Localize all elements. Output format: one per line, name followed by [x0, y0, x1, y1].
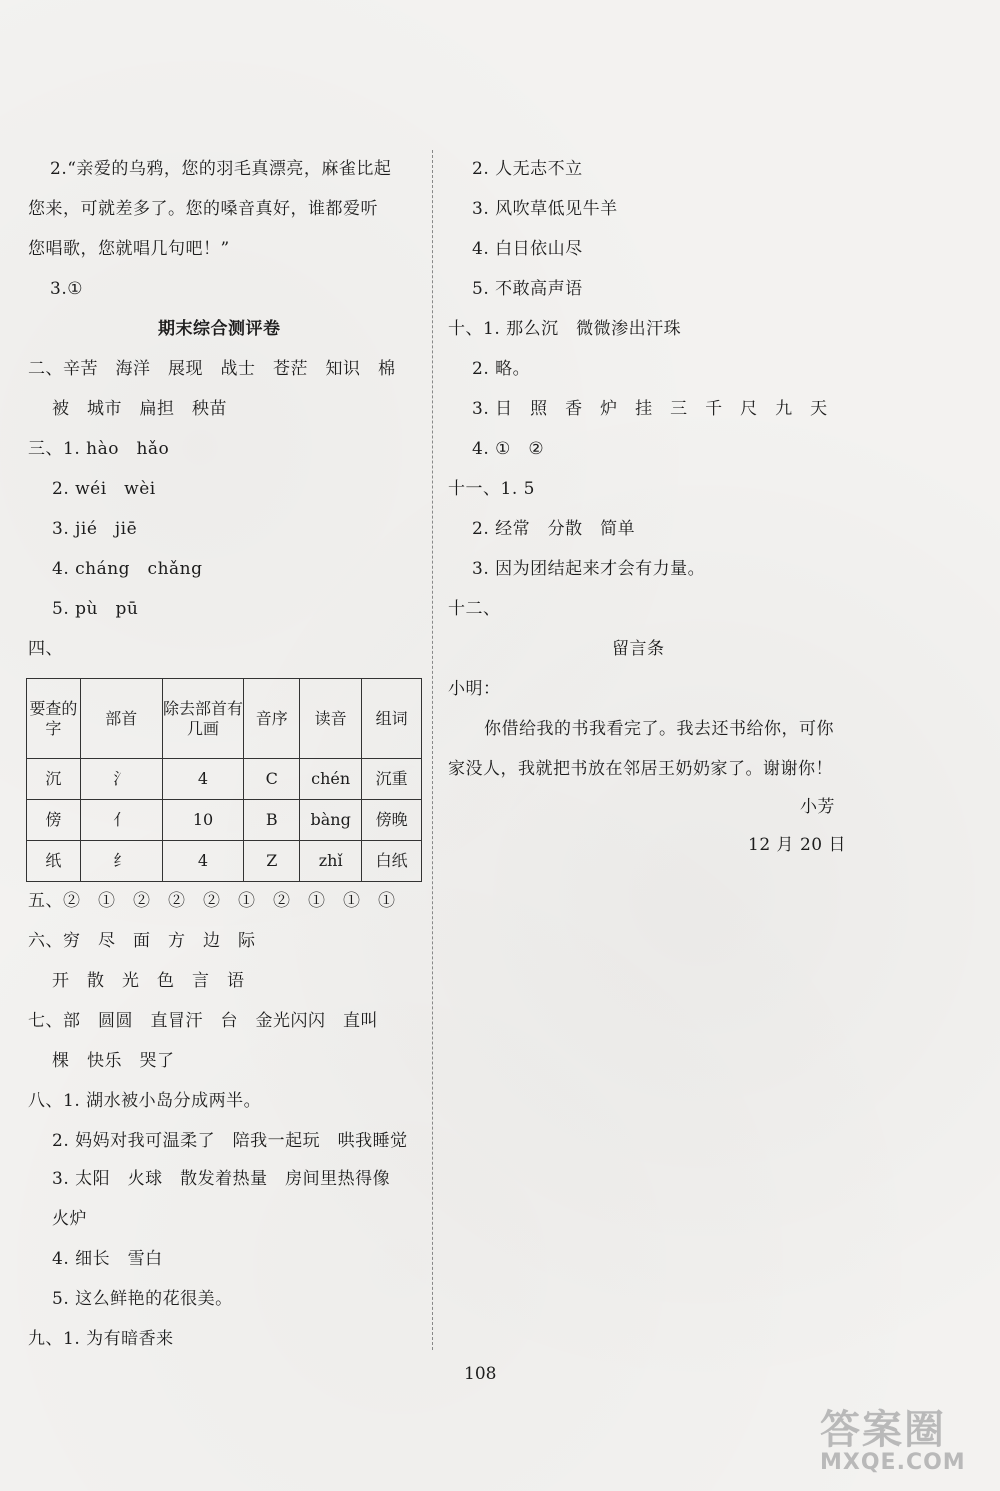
table-cell: 10 [162, 800, 244, 841]
left-line-7: 被 城市 扁担 秧苗 [52, 399, 227, 419]
left-line-10: 3. jié jiē [52, 519, 138, 539]
table-cell: 氵 [80, 759, 162, 800]
watermark [810, 1398, 986, 1478]
column-divider [432, 150, 433, 1350]
right-line-4: 5. 不敢高声语 [472, 279, 583, 299]
left-line-8: 三、1. hào hǎo [28, 439, 170, 459]
table-cell: 沉 [27, 759, 81, 800]
right-line-8: 4. ① ② [472, 439, 545, 459]
left-line-2: 您来，可就差多了。您的嗓音真好，谁都爱听 [28, 199, 378, 219]
table-cell: bàng [300, 800, 362, 841]
left-line-12: 5. pù pū [52, 599, 139, 619]
right-line-12: 十二、 [448, 599, 501, 619]
table-cell: 沉重 [362, 759, 422, 800]
table-header: 读音 [300, 679, 362, 759]
right-line-2: 3. 风吹草低见牛羊 [472, 199, 618, 219]
left-line-15: 六、穷 尽 面 方 边 际 [28, 931, 256, 951]
note-date: 12 月 20 日 [748, 835, 846, 855]
right-line-9: 十一、1. 5 [448, 479, 535, 499]
left-line-4: 3.① [50, 279, 83, 299]
watermark-url: MXQE.COM [820, 1450, 966, 1475]
table-row [27, 759, 422, 800]
left-line-19: 八、1. 湖水被小岛分成两半。 [28, 1091, 262, 1111]
left-line-16: 开 散 光 色 言 语 [52, 971, 245, 991]
note-signature: 小芳 [800, 797, 835, 817]
note-greeting: 小明： [448, 679, 501, 699]
left-line-1: 2.“亲爱的乌鸦，您的羽毛真漂亮，麻雀比起 [50, 159, 392, 179]
table-cell: chén [300, 759, 362, 800]
left-line-24: 5. 这么鲜艳的花很美。 [52, 1289, 233, 1309]
left-line-9: 2. wéi wèi [52, 479, 156, 499]
table-header: 要查的字 [27, 679, 81, 759]
left-line-17: 七、部 圆圆 直冒汗 台 金光闪闪 直叫 [28, 1011, 378, 1031]
right-line-11: 3. 因为团结起来才会有力量。 [472, 559, 706, 579]
right-line-3: 4. 白日依山尽 [472, 239, 583, 259]
right-line-6: 2. 略。 [472, 359, 531, 379]
table-header: 部首 [80, 679, 162, 759]
left-line-11: 4. cháng chǎng [52, 559, 203, 579]
table-cell: 纸 [27, 841, 81, 882]
right-line-1: 2. 人无志不立 [472, 159, 583, 179]
table-header: 除去部首有几画 [162, 679, 244, 759]
table-cell: 亻 [80, 800, 162, 841]
note-title: 留言条 [612, 639, 665, 659]
table-header: 音序 [244, 679, 300, 759]
exam-title: 期末综合测评卷 [158, 319, 281, 339]
page-number: 108 [464, 1364, 497, 1384]
right-line-5: 十、1. 那么沉 微微渗出汗珠 [448, 319, 682, 339]
table-cell: 纟 [80, 841, 162, 882]
left-line-23: 4. 细长 雪白 [52, 1249, 163, 1269]
table-cell: zhǐ [300, 841, 362, 882]
left-line-3: 您唱歌，您就唱几句吧！” [28, 239, 230, 259]
left-line-25: 九、1. 为有暗香来 [28, 1329, 174, 1349]
table-header: 组词 [362, 679, 422, 759]
left-line-18: 棵 快乐 哭了 [52, 1051, 175, 1071]
table-cell: B [244, 800, 300, 841]
note-body-2: 家没人，我就把书放在邻居王奶奶家了。谢谢你！ [448, 759, 833, 779]
note-body-1: 你借给我的书我看完了。我去还书给你，可你 [484, 719, 834, 739]
left-line-21: 3. 太阳 火球 散发着热量 房间里热得像 [52, 1169, 391, 1189]
table-cell: 4 [162, 759, 244, 800]
table-header-row [27, 679, 422, 759]
right-line-10: 2. 经常 分散 简单 [472, 519, 636, 539]
left-line-6: 二、辛苦 海洋 展现 战士 苍茫 知识 棉 [28, 359, 396, 379]
left-line-14: 五、② ① ② ② ② ① ② ① ① ① [28, 891, 396, 911]
right-line-7: 3. 日 照 香 炉 挂 三 千 尺 九 天 [472, 399, 828, 419]
table-cell: 傍晚 [362, 800, 422, 841]
table-row [27, 800, 422, 841]
table-cell: Z [244, 841, 300, 882]
table-cell: 傍 [27, 800, 81, 841]
watermark-logo: 答案圈 [820, 1407, 946, 1453]
table-cell: 白纸 [362, 841, 422, 882]
answer-table [26, 678, 422, 882]
table-cell: C [244, 759, 300, 800]
table-cell: 4 [162, 841, 244, 882]
table-row [27, 841, 422, 882]
left-line-22: 火炉 [52, 1209, 87, 1229]
left-line-20: 2. 妈妈对我可温柔了 陪我一起玩 哄我睡觉 [52, 1131, 408, 1151]
left-line-13: 四、 [28, 639, 63, 659]
